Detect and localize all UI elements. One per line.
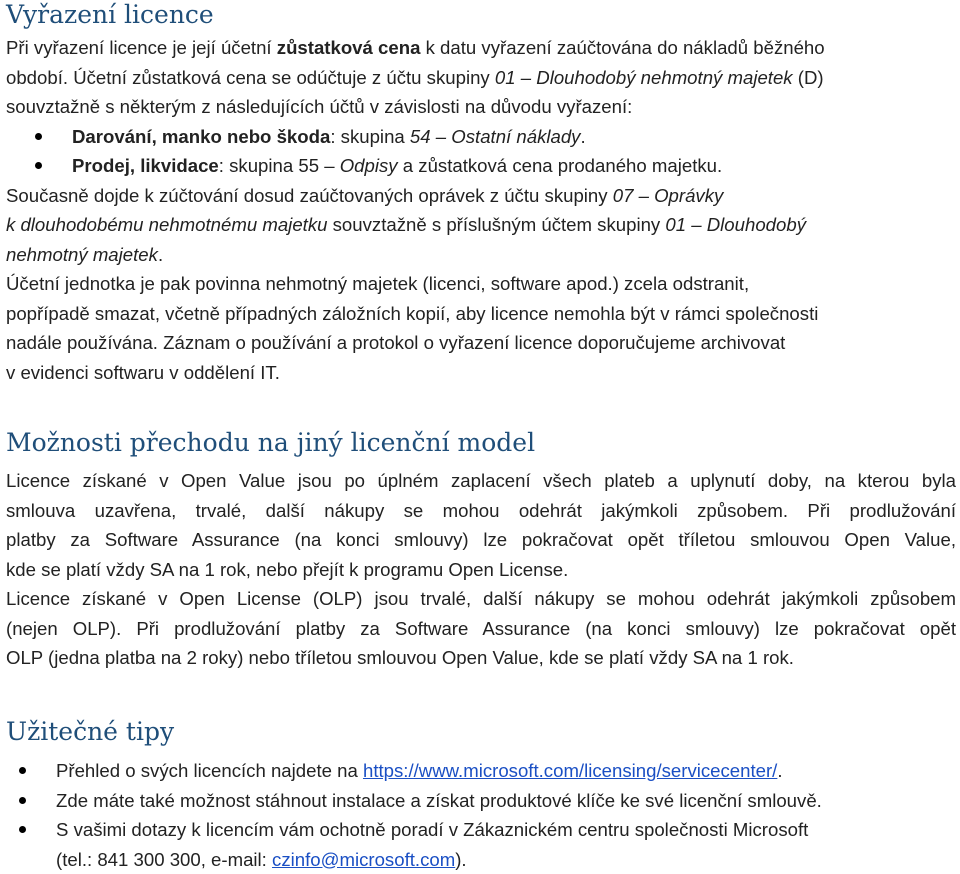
- paragraph-line: (nejen OLP). Při prodlužování platby za Software Assurance (na konci smlouvy) lze pokračovat opět: [6, 617, 956, 639]
- bullet-icon: [19, 826, 26, 833]
- bullet-icon: [19, 797, 26, 804]
- heading-uzitecne-tipy: Užitečné tipy: [6, 717, 175, 746]
- servicecenter-link[interactable]: https://www.microsoft.com/licensing/servicecenter/: [362, 760, 778, 781]
- list-item: Darování, manko nebo škoda: skupina 54 – Ostatní náklady.: [6, 122, 956, 152]
- paragraph-line: nadále používána. Záznam o používání a protokol o vyřazení licence doporučujeme archivovat: [6, 332, 786, 353]
- paragraph-line: Licence získané v Open License (OLP) jsou trvalé, další nákupy se mohou odehrát jakýmkoli způsobem: [6, 588, 956, 609]
- paragraph-line: kde se platí vždy SA na 1 rok, nebo přejít k programu Open License.: [6, 558, 569, 580]
- paragraph-line: popřípadě smazat, včetně případných záložních kopií, aby licence nemohla být v rámci společnosti: [6, 302, 819, 324]
- paragraph-line: souvztažně s některým z následujících účtů v závislosti na důvodu vyřazení:: [6, 96, 633, 117]
- paragraph-line: v evidenci softwaru v oddělení IT.: [6, 361, 280, 383]
- paragraph-line: Při vyřazení licence je její účetní zůstatková cena k datu vyřazení zaúčtována do nákladů běžného: [6, 37, 825, 58]
- bullet-icon: [35, 133, 42, 140]
- paragraph-line: Účetní jednotka je pak povinna nehmotný majetek (licenci, software apod.) zcela odstranit,: [6, 273, 750, 294]
- heading-vyrazeni-licence: Vyřazení licence: [6, 0, 214, 29]
- paragraph-line: k dlouhodobému nehmotnému majetku souvztažně s příslušným účtem skupiny 01 – Dlouhodobý: [6, 214, 806, 235]
- heading-moznosti-prechodu: Možnosti přechodu na jiný licenční model: [6, 428, 536, 457]
- paragraph-line: OLP (jedna platba na 2 roky) nebo tříletou smlouvou Open Value, kde se platí vždy SA na 1 rok.: [6, 647, 794, 668]
- list-item: Zde máte také možnost stáhnout instalace a získat produktové klíče ke své licenční smlouvě.: [6, 786, 956, 816]
- list-item: Prodej, likvidace: skupina 55 – Odpisy a zůstatková cena prodaného majetku.: [6, 151, 956, 181]
- paragraph-line: nehmotný majetek.: [6, 243, 164, 265]
- paragraph-line: Současně dojde k zúčtování dosud zaúčtovaných oprávek z účtu skupiny 07 – Oprávky: [6, 184, 724, 206]
- list-item: S vašimi dotazy k licencím vám ochotně poradí v Zákaznickém centru společnosti Microsoft (tel.: 841 300 300, e-mail: czinfo@microsoft.com).: [6, 815, 956, 874]
- bullet-icon: [19, 767, 26, 774]
- paragraph-line: smlouva uzavřena, trvalé, další nákupy se mohou odehrát jakýmkoli způsobem. Při prodlužování: [6, 499, 956, 521]
- email-link[interactable]: czinfo@microsoft.com: [272, 848, 456, 870]
- tips-list: [6, 756, 956, 874]
- section-prechod-body: [6, 466, 956, 673]
- paragraph-line: období. Účetní zůstatková cena se odúčtuje z účtu skupiny 01 – Dlouhodobý nehmotný majetek (D): [6, 66, 824, 88]
- bullet-icon: [35, 162, 42, 169]
- section-vyrazeni-body: [6, 33, 956, 387]
- list-item: Přehled o svých licencích najdete na https://www.microsoft.com/licensing/servicecenter/.: [6, 756, 956, 786]
- paragraph-line: platby za Software Assurance (na konci smlouvy) lze pokračovat opět tříletou smlouvou Open Value,: [6, 529, 956, 550]
- paragraph-line: Licence získané v Open Value jsou po úplném zaplacení všech plateb a uplynutí doby, na kterou byla: [6, 470, 956, 491]
